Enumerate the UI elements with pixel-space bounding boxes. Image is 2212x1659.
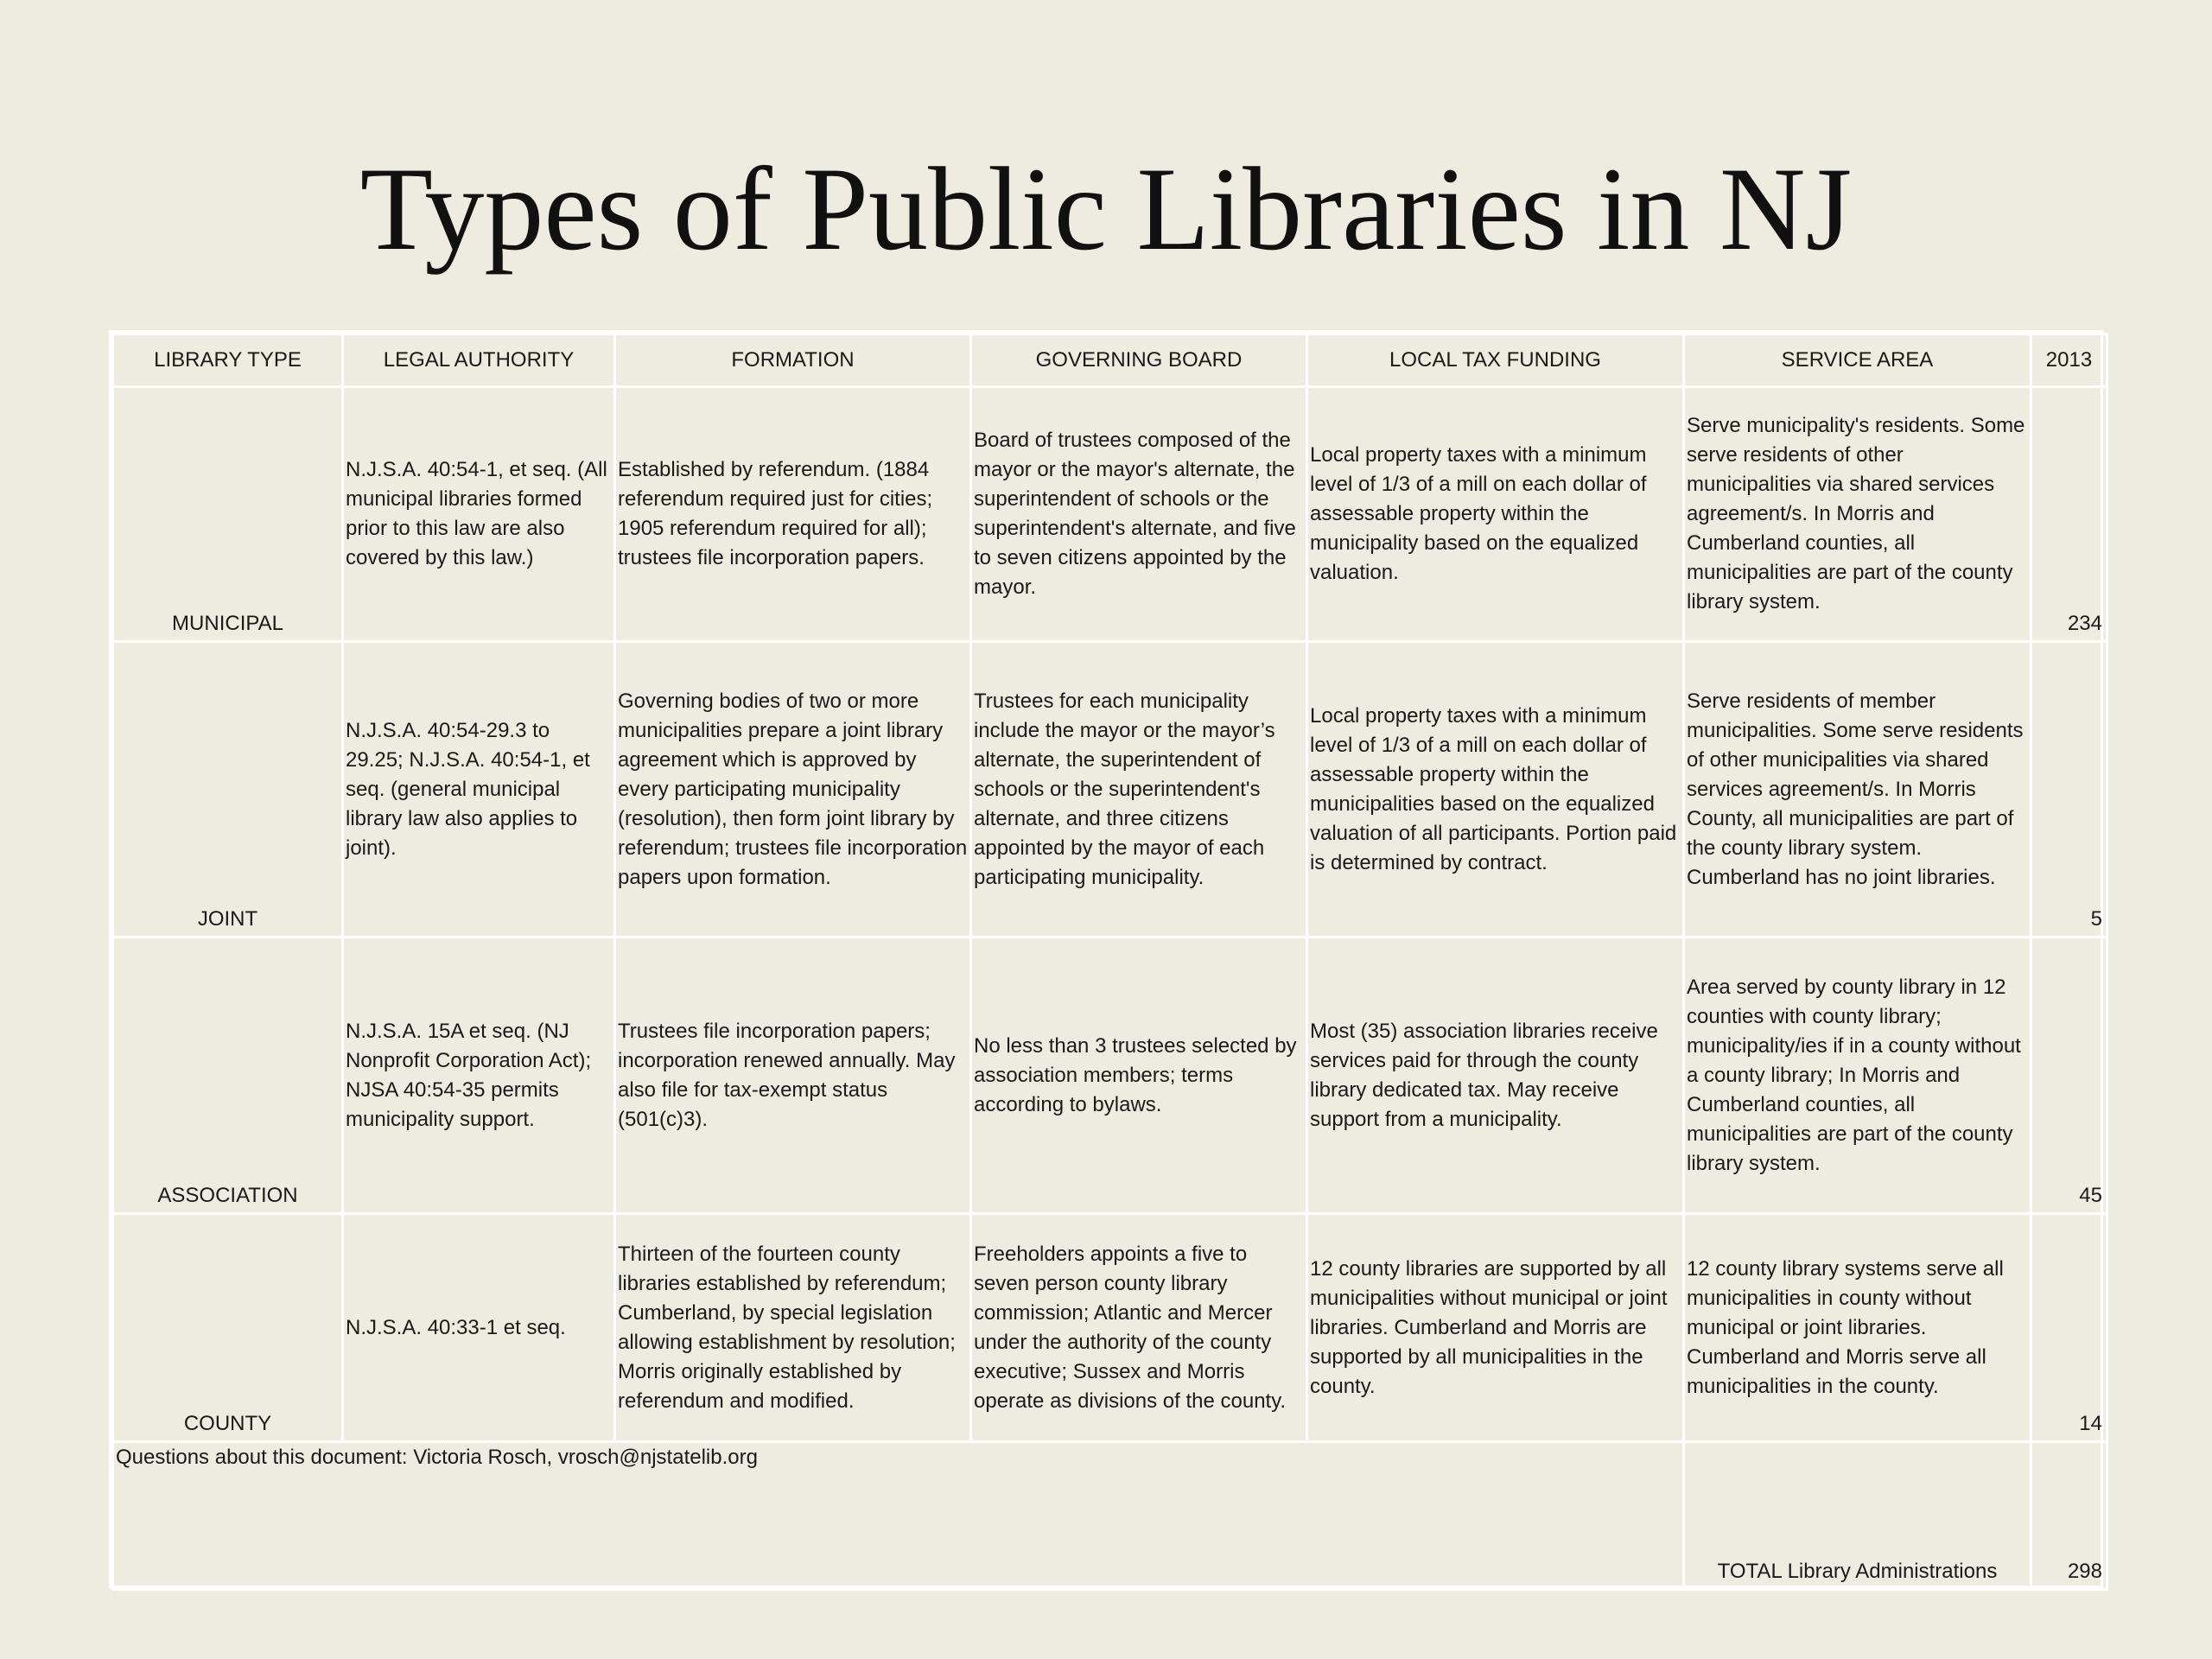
header-governing-board: GOVERNING BOARD [971,334,1307,387]
table-row [113,387,2107,642]
cell-count: 234 [2031,387,2107,642]
cell-formation: Trustees file incorporation papers; incorporation renewed annually. May also file for tax-exempt status (501(c)3). [615,938,971,1214]
cell-formation: Thirteen of the fourteen county libraries established by referendum; Cumberland, by special legislation allowing establishment by resolution; Morris originally established by referendum and modified. [615,1214,971,1442]
cell-local-tax-funding: Local property taxes with a minimum level of 1/3 of a mill on each dollar of assessable property within the municipalities based on the equalized valuation of all participants. Portion paid is determined by contract. [1307,642,1684,938]
cell-local-tax-funding: Local property taxes with a minimum level of 1/3 of a mill on each dollar of assessable property within the municipality based on the equalized valuation. [1307,387,1684,642]
header-formation: FORMATION [615,334,971,387]
cell-service-area: Serve municipality's residents. Some serve residents of other municipalities via shared services agreement/s. In Morris and Cumberland counties, all municipalities are part of the county library system. [1684,387,2031,642]
library-types-table-wrapper [109,330,2103,1588]
header-year: 2013 [2031,334,2107,387]
header-library-type: LIBRARY TYPE [113,334,343,387]
cell-formation: Governing bodies of two or more municipalities prepare a joint library agreement which is approved by every participating municipality (resolution), then form joint library by referendum; trustees file incorporation papers upon formation. [615,642,971,938]
cell-count: 45 [2031,938,2107,1214]
table-header-row [113,334,2107,387]
table-row [113,642,2107,938]
cell-legal-authority: N.J.S.A. 15A et seq. (NJ Nonprofit Corporation Act); NJSA 40:54-35 permits municipality support. [343,938,615,1214]
cell-formation: Established by referendum. (1884 referendum required just for cities; 1905 referendum required for all); trustees file incorporation papers. [615,387,971,642]
cell-local-tax-funding: Most (35) association libraries receive services paid for through the county library dedicated tax. May receive support from a municipality. [1307,938,1684,1214]
cell-count: 5 [2031,642,2107,938]
page-title: Types of Public Libraries in NJ [359,143,1853,275]
cell-service-area: Area served by county library in 12 counties with county library; municipality/ies if in a county without a county library; In Morris and Cumberland counties, all municipalities are part of the county library system. [1684,938,2031,1214]
cell-library-type: JOINT [113,642,343,938]
header-legal-authority: LEGAL AUTHORITY [343,334,615,387]
cell-service-area: 12 county library systems serve all municipalities in county without municipal or joint libraries. Cumberland and Morris serve all municipalities in the county. [1684,1214,2031,1442]
table-row [113,1214,2107,1442]
cell-library-type: MUNICIPAL [113,387,343,642]
total-label: TOTAL Library Administrations [1684,1442,2031,1590]
cell-service-area: Serve residents of member municipalities. Some serve residents of other municipalities via shared services agreement/s. In Morris County, all municipalities are part of the county library system. Cumberland has no joint libraries. [1684,642,2031,938]
cell-governing-board: No less than 3 trustees selected by association members; terms according to bylaws. [971,938,1307,1214]
cell-local-tax-funding: 12 county libraries are supported by all municipalities without municipal or joint libraries. Cumberland and Morris are supported by all municipalities in the county. [1307,1214,1684,1442]
cell-legal-authority: N.J.S.A. 40:54-1, et seq. (All municipal libraries formed prior to this law are also covered by this law.) [343,387,615,642]
cell-library-type: ASSOCIATION [113,938,343,1214]
cell-count: 14 [2031,1214,2107,1442]
header-local-tax-funding: LOCAL TAX FUNDING [1307,334,1684,387]
cell-legal-authority: N.J.S.A. 40:33-1 et seq. [343,1214,615,1442]
cell-governing-board: Freeholders appoints a five to seven person county library commission; Atlantic and Mercer under the authority of the county executive; Sussex and Morris operate as divisions of the county. [971,1214,1307,1442]
cell-governing-board: Board of trustees composed of the mayor or the mayor's alternate, the superintendent of schools or the superintendent's alternate, and five to seven citizens appointed by the mayor. [971,387,1307,642]
cell-legal-authority: N.J.S.A. 40:54-29.3 to 29.25; N.J.S.A. 40:54-1, et seq. (general municipal library law also applies to joint). [343,642,615,938]
total-value: 298 [2031,1442,2107,1590]
cell-governing-board: Trustees for each municipality include the mayor or the mayor’s alternate, the superintendent of schools or the superintendent's alternate, and three citizens appointed by the mayor of each participating municipality. [971,642,1307,938]
cell-library-type: COUNTY [113,1214,343,1442]
table-row [113,938,2107,1214]
library-types-table [111,333,2108,1591]
table-footer-row [113,1442,2107,1590]
header-service-area: SERVICE AREA [1684,334,2031,387]
contact-note: Questions about this document: Victoria Rosch, vrosch@njstatelib.org [113,1442,1684,1590]
